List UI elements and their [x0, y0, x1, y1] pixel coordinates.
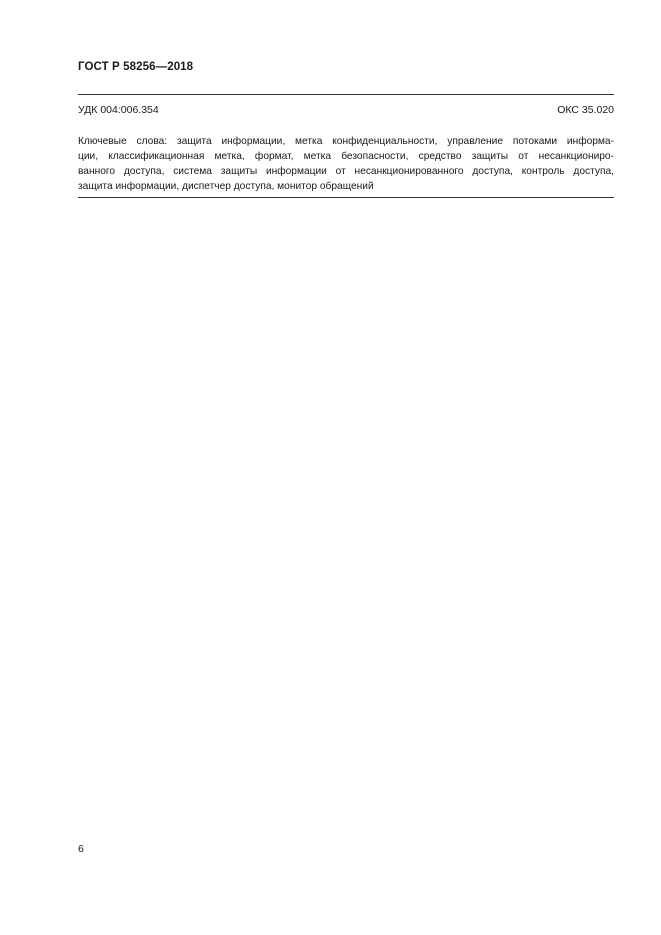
udk-code: УДК 004:006.354 — [78, 104, 159, 116]
document-title: ГОСТ Р 58256—2018 — [78, 61, 194, 73]
page-number: 6 — [78, 843, 84, 855]
oks-code: ОКС 35.020 — [557, 104, 614, 116]
keywords-line: защита информации, диспетчер доступа, монитор обращений — [78, 181, 374, 192]
keywords-line: Ключевые слова: защита информации, метка конфиденциальности, управление потоками информа- — [78, 136, 614, 147]
bottom-divider — [78, 197, 614, 198]
top-divider — [78, 94, 614, 95]
keywords-line: ванного доступа, система защиты информации от несанкционированного доступа, контроль доступа, — [78, 166, 614, 177]
keywords-paragraph — [78, 134, 614, 194]
keywords-line: ции, классификационная метка, формат, метка безопасности, средство защиты от несанкциониро- — [78, 151, 614, 162]
